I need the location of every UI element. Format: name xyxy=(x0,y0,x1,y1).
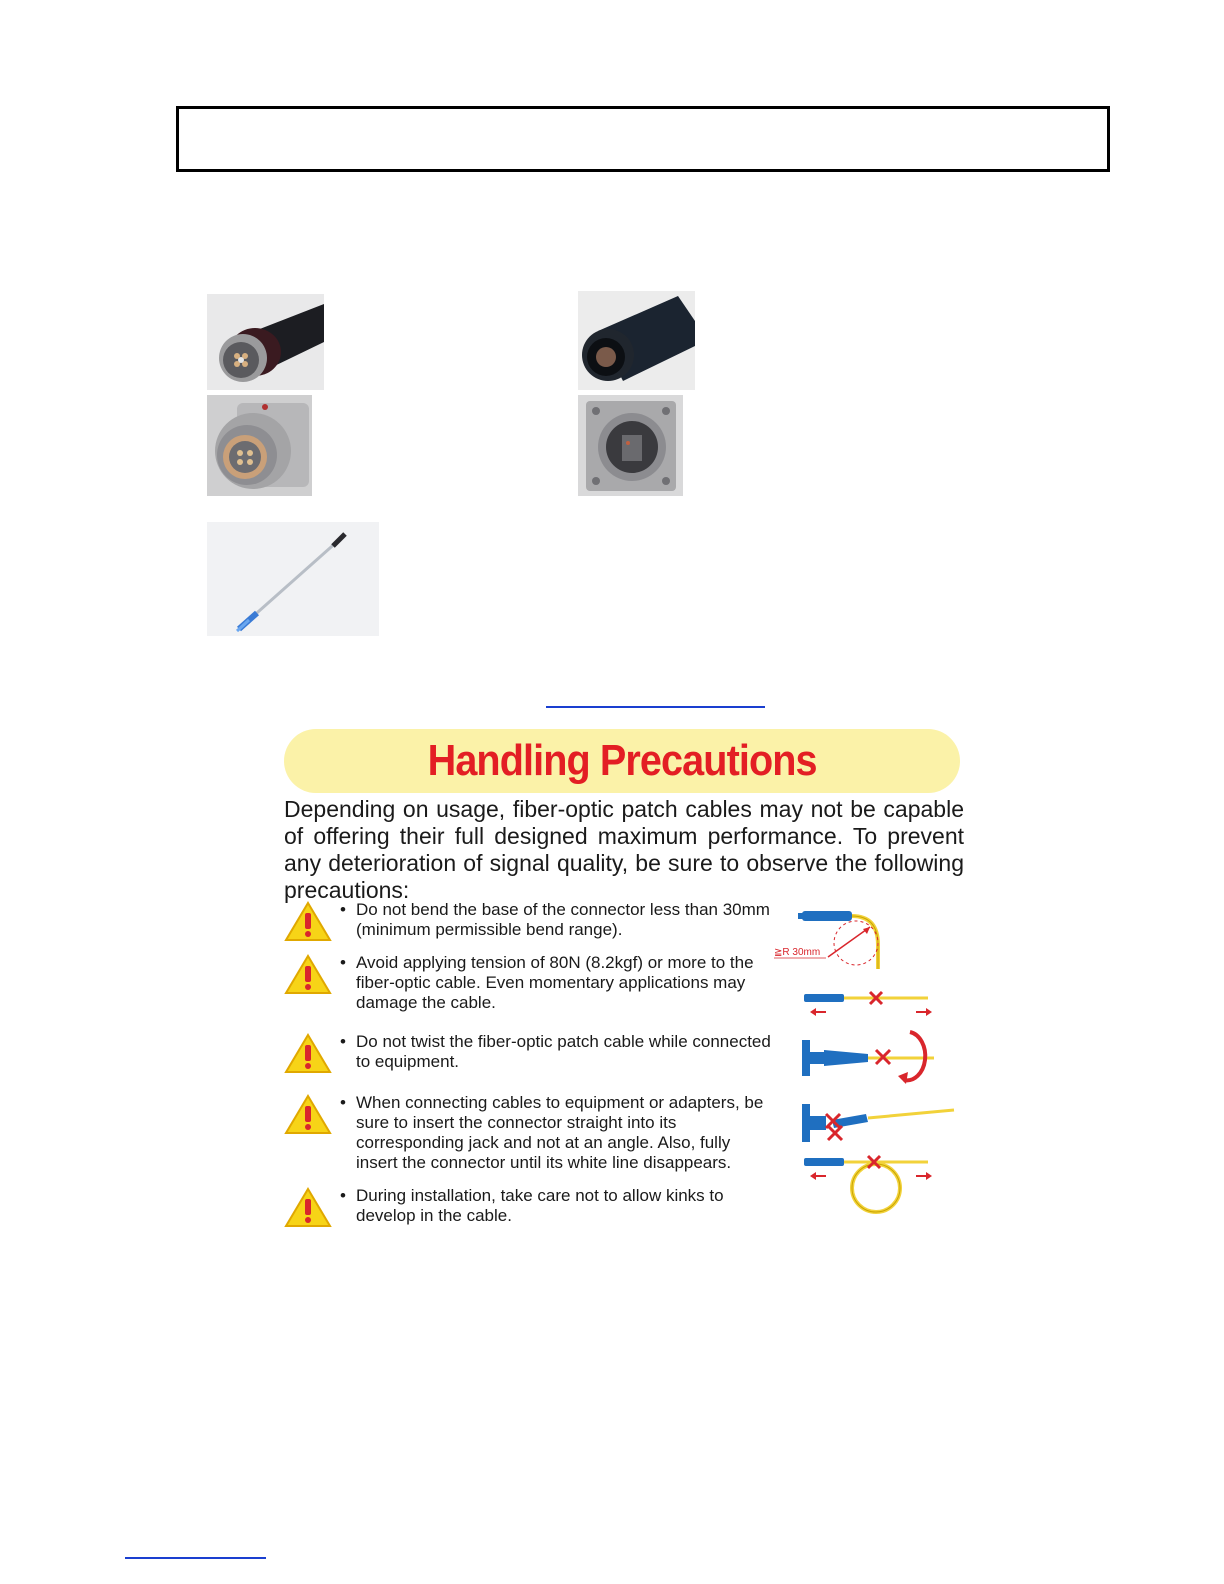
photo-jack-cable-connector xyxy=(578,291,695,390)
photo-cleaning-stick xyxy=(207,522,379,636)
precaution-item-2 xyxy=(284,953,784,1013)
tension-diagram xyxy=(800,990,935,1020)
precaution-item-3 xyxy=(284,1032,784,1074)
precaution-item-4 xyxy=(284,1093,784,1173)
straight-insertion-diagram xyxy=(798,1100,958,1148)
bend-radius-diagram xyxy=(770,905,890,975)
warning-triangle-icon xyxy=(284,1186,332,1228)
warning-triangle-icon xyxy=(284,1093,332,1135)
precaution-text-5: • During installation, take care not to allow kinks to develop in the cable. xyxy=(340,1186,784,1226)
kink-diagram xyxy=(800,1152,935,1218)
precaution-text-2: • Avoid applying tension of 80N (8.2kgf) or more to the fiber-optic cable. Even momentary applications may damage the cable. xyxy=(340,953,756,1013)
footnote-separator xyxy=(125,1557,266,1559)
precaution-item-1 xyxy=(284,900,784,942)
twist-diagram xyxy=(798,1028,938,1088)
precaution-text-4: • When connecting cables to equipment or adapters, be sure to insert the connector straight into its corresponding jack and not at an angle. Also, fully insert the connector until its white line disappears. xyxy=(340,1093,776,1173)
precaution-text-3: • Do not twist the fiber-optic patch cable while connected to equipment. xyxy=(340,1032,776,1072)
warning-triangle-icon xyxy=(284,1032,332,1074)
handling-precautions-banner xyxy=(284,729,960,793)
warning-triangle-icon xyxy=(284,900,332,942)
banner-title: Handling Precautions xyxy=(427,736,817,785)
warning-triangle-icon xyxy=(284,953,332,995)
photo-plug-cable-connector xyxy=(207,294,324,390)
bend-radius-label: ≧R 30mm xyxy=(774,947,821,958)
intro-paragraph: Depending on usage, fiber-optic patch cables may not be capable of offering their full designed maximum performance. To prevent any deterioration of signal quality, be sure to observe the following precautions: xyxy=(284,796,964,903)
precaution-item-5 xyxy=(284,1186,784,1228)
photo-receptacle-jack xyxy=(578,395,683,496)
precaution-text-1: • Do not bend the base of the connector less than 30mm (minimum permissible bend range). xyxy=(340,900,784,940)
link-underline[interactable] xyxy=(546,706,765,708)
photo-receptacle-plug xyxy=(207,395,312,496)
title-box xyxy=(176,106,1110,172)
